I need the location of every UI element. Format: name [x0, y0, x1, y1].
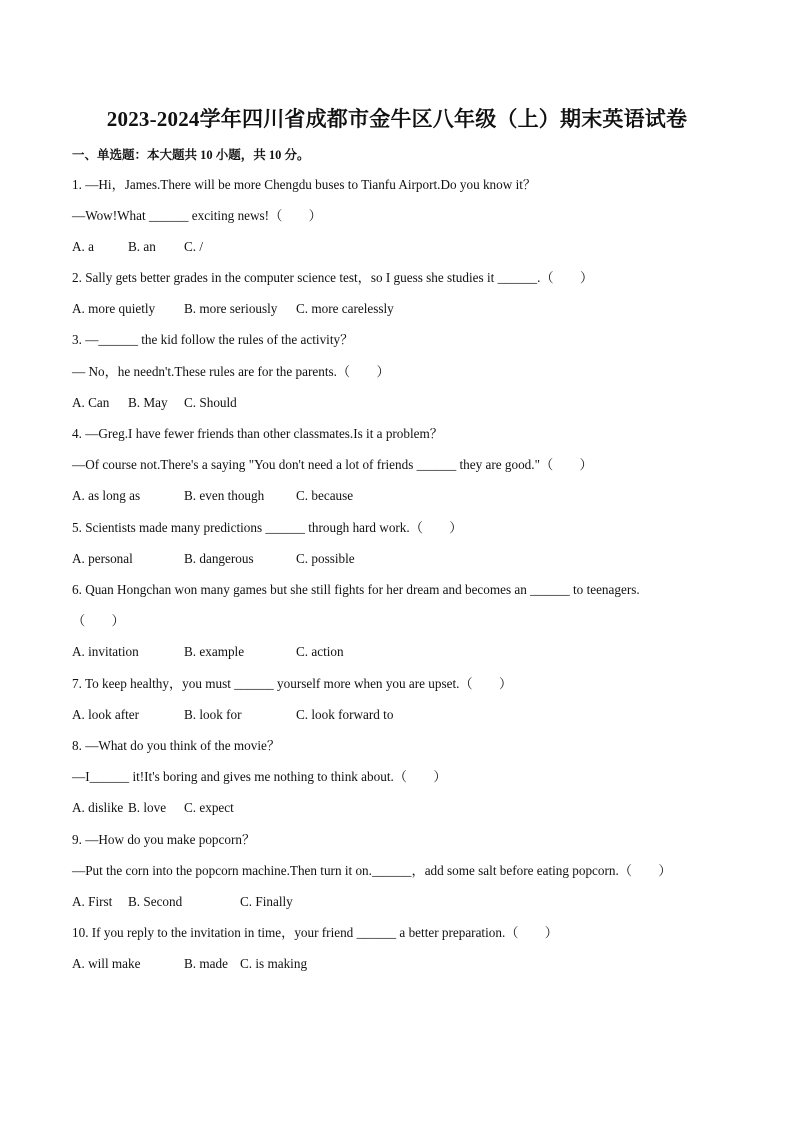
question-1-option-c: C. / [184, 239, 204, 254]
question-1-option-b: B. an [128, 239, 156, 254]
question-7-option-c: C. look forward to [296, 707, 394, 722]
question-3-option-c: C. Should [184, 395, 237, 410]
question-8-stem: 8. —What do you think of the movie？ [72, 738, 281, 753]
question-8-option-a: A. dislike [72, 800, 124, 815]
question-9-stem: 9. —How do you make popcorn？ [72, 832, 256, 847]
question-6-option-c: C. action [296, 644, 344, 659]
question-4-dialogue: —Of course not.There's a saying "You don't need a lot of friends ______ they are good."（ ） [72, 457, 593, 472]
question-7-option-a: A. look after [72, 707, 140, 722]
question-6-stem: 6. Quan Hongchan won many games but she still fights for her dream and becomes an ______ to teenagers. [72, 582, 640, 597]
question-9-dialogue: —Put the corn into the popcorn machine.Then turn it on.______，add some salt before eating popcorn.（ ） [72, 863, 672, 878]
question-8-option-c: C. expect [184, 800, 234, 815]
question-4-option-c: C. because [296, 488, 354, 503]
question-4-stem: 4. —Greg.I have fewer friends than other classmates.Is it a problem？ [72, 426, 443, 441]
question-10-option-a: A. will make [72, 956, 141, 971]
question-3-option-a: A. Can [72, 395, 110, 410]
question-3-option-b: B. May [128, 395, 168, 410]
question-1-option-a: A. a [72, 239, 94, 254]
question-9-option-a: A. First [72, 894, 113, 909]
question-6-blank: （ ） [72, 613, 125, 628]
question-6-option-a: A. invitation [72, 644, 139, 659]
question-5-option-c: C. possible [296, 551, 355, 566]
question-6-option-b: B. example [184, 644, 245, 659]
question-2-option-c: C. more carelessly [296, 301, 394, 316]
question-4-option-a: A. as long as [72, 488, 141, 503]
section-heading: 一、单选题：本大题共 10 小题，共 10 分。 [72, 148, 310, 162]
question-1-dialogue: —Wow!What ______ exciting news!（ ） [72, 208, 322, 223]
question-9-option-b: B. Second [128, 894, 183, 909]
question-7-stem: 7. To keep healthy，you must ______ yourself more when you are upset.（ ） [72, 676, 513, 691]
exam-title: 2023-2024学年四川省成都市金牛区八年级（上）期末英语试卷 [106, 107, 688, 131]
question-3-dialogue: — No，he needn't.These rules are for the parents.（ ） [72, 364, 390, 379]
question-5-option-a: A. personal [72, 551, 133, 566]
question-2-stem: 2. Sally gets better grades in the computer science test，so I guess she studies it ______.（ ） [72, 270, 594, 285]
question-5-stem: 5. Scientists made many predictions ______ through hard work.（ ） [72, 520, 463, 535]
question-10-stem: 10. If you reply to the invitation in time，your friend ______ a better preparation.（ ） [72, 925, 558, 940]
question-2-option-b: B. more seriously [184, 301, 278, 316]
question-5-option-b: B. dangerous [184, 551, 254, 566]
question-7-option-b: B. look for [184, 707, 242, 722]
question-4-option-b: B. even though [184, 488, 265, 503]
question-10-option-c: C. is making [240, 956, 308, 971]
question-8-option-b: B. love [128, 800, 167, 815]
question-3-stem: 3. —______ the kid follow the rules of the activity？ [72, 332, 354, 347]
question-9-option-c: C. Finally [240, 894, 293, 909]
question-10-option-b: B. made [184, 956, 228, 971]
question-2-option-a: A. more quietly [72, 301, 156, 316]
question-1-stem: 1. —Hi，James.There will be more Chengdu buses to Tianfu Airport.Do you know it？ [72, 177, 537, 192]
question-8-dialogue: —I______ it!It's boring and gives me nothing to think about.（ ） [72, 769, 447, 784]
